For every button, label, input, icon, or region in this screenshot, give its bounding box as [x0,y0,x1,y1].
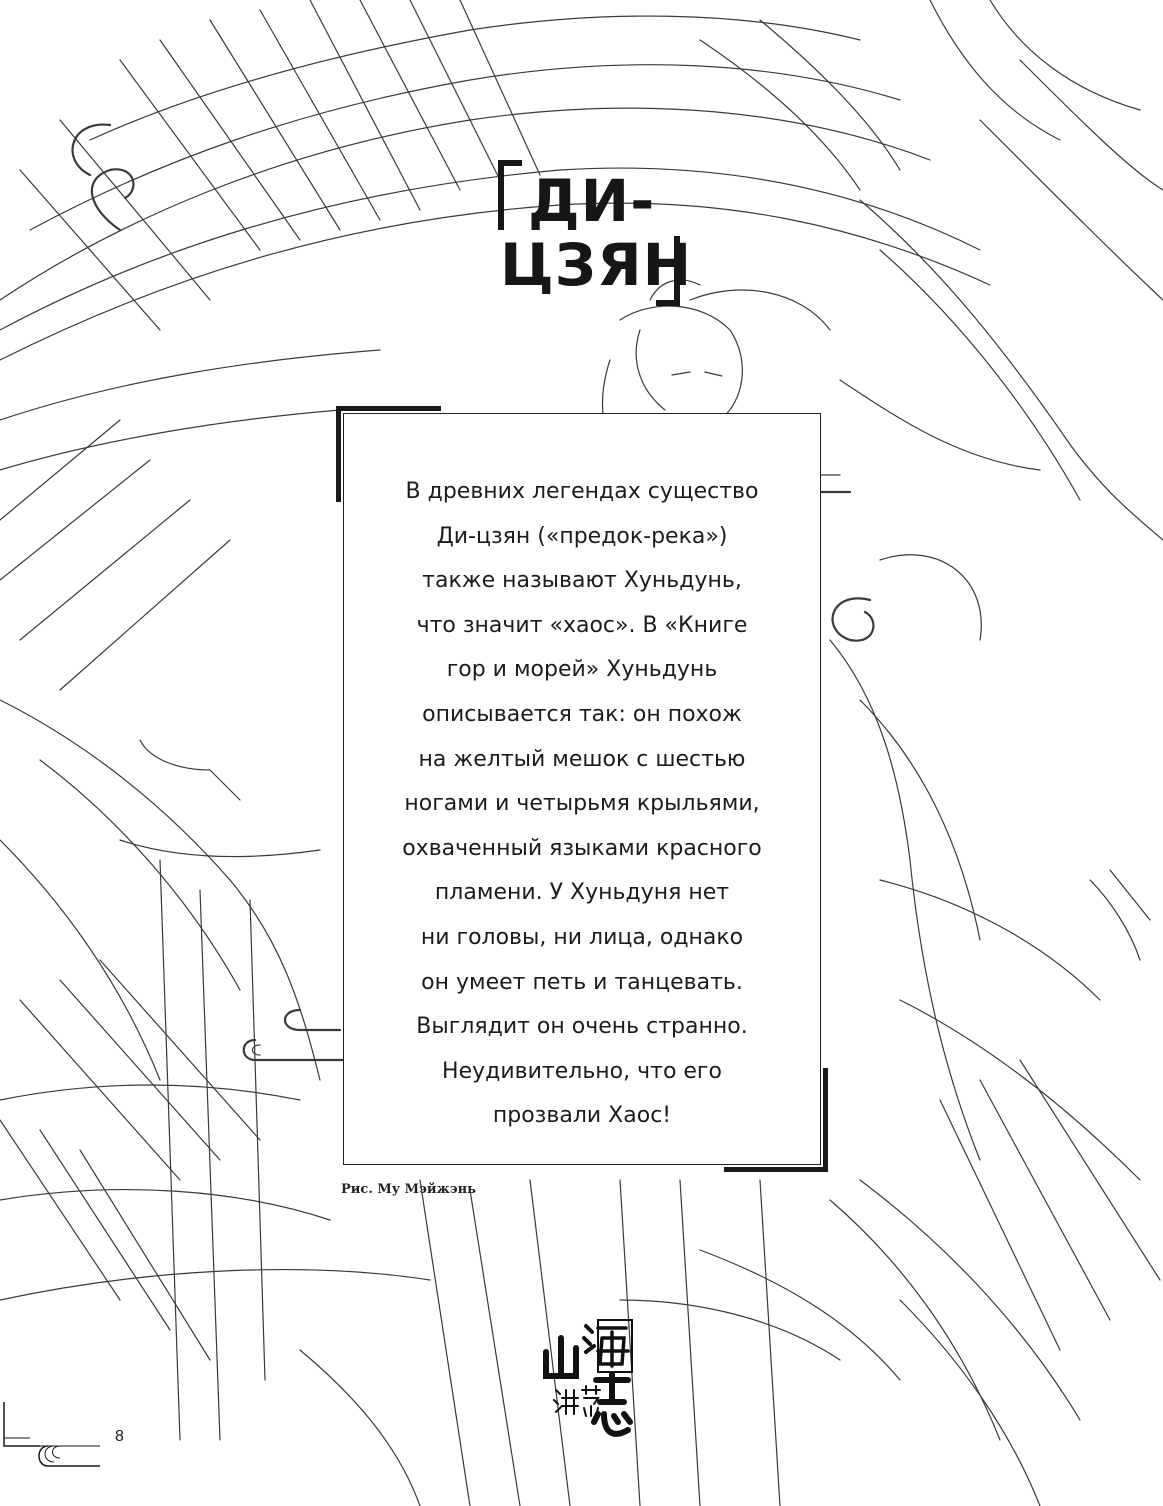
panel-line: охваченный языками красного [402,835,762,861]
title-line-1: ДИ- [528,167,656,235]
panel-line: описывается так: он похож [422,701,742,727]
panel-line: что значит «хаос». В «Книге [416,612,748,638]
panel-line: прозвали Хаос! [492,1103,672,1129]
panel-line: Неудивительно, что его [442,1058,722,1084]
panel-line: ногами и четырьмя крыльями, [404,791,760,817]
page-title [480,150,693,310]
text-panel [343,413,821,1165]
panel-line: гор и морей» Хуньдунь [446,657,718,683]
panel-line: В древних легендах существо [405,479,759,504]
panel-line: он умеет петь и танцевать. [421,969,743,995]
scroll-marker-icon [0,1402,104,1474]
shanhai-honghuang-zhi-seal-logo-icon [538,1318,634,1446]
title-line-2: ЦЗЯН [500,231,693,299]
title-bracket-bottom-right [656,236,680,306]
title-bracket-top-left [498,160,522,230]
panel-text [344,470,820,1139]
panel-line: на желтый мешок с шестью [418,746,746,772]
illustration-credit: Рис. Му Мэйжэнь [341,1182,476,1197]
panel-corner-bottom-right [724,1068,828,1172]
panel-line: также называют Хуньдунь, [422,568,742,594]
panel-line: ни головы, ни лица, однако [420,924,744,950]
panel-line: пламени. У Хуньдуня нет [434,880,730,906]
panel-line: Выглядит он очень странно. [416,1014,748,1040]
panel-line: Ди-цзян («предок-река») [436,523,728,549]
page-number: 8 [115,1428,124,1445]
